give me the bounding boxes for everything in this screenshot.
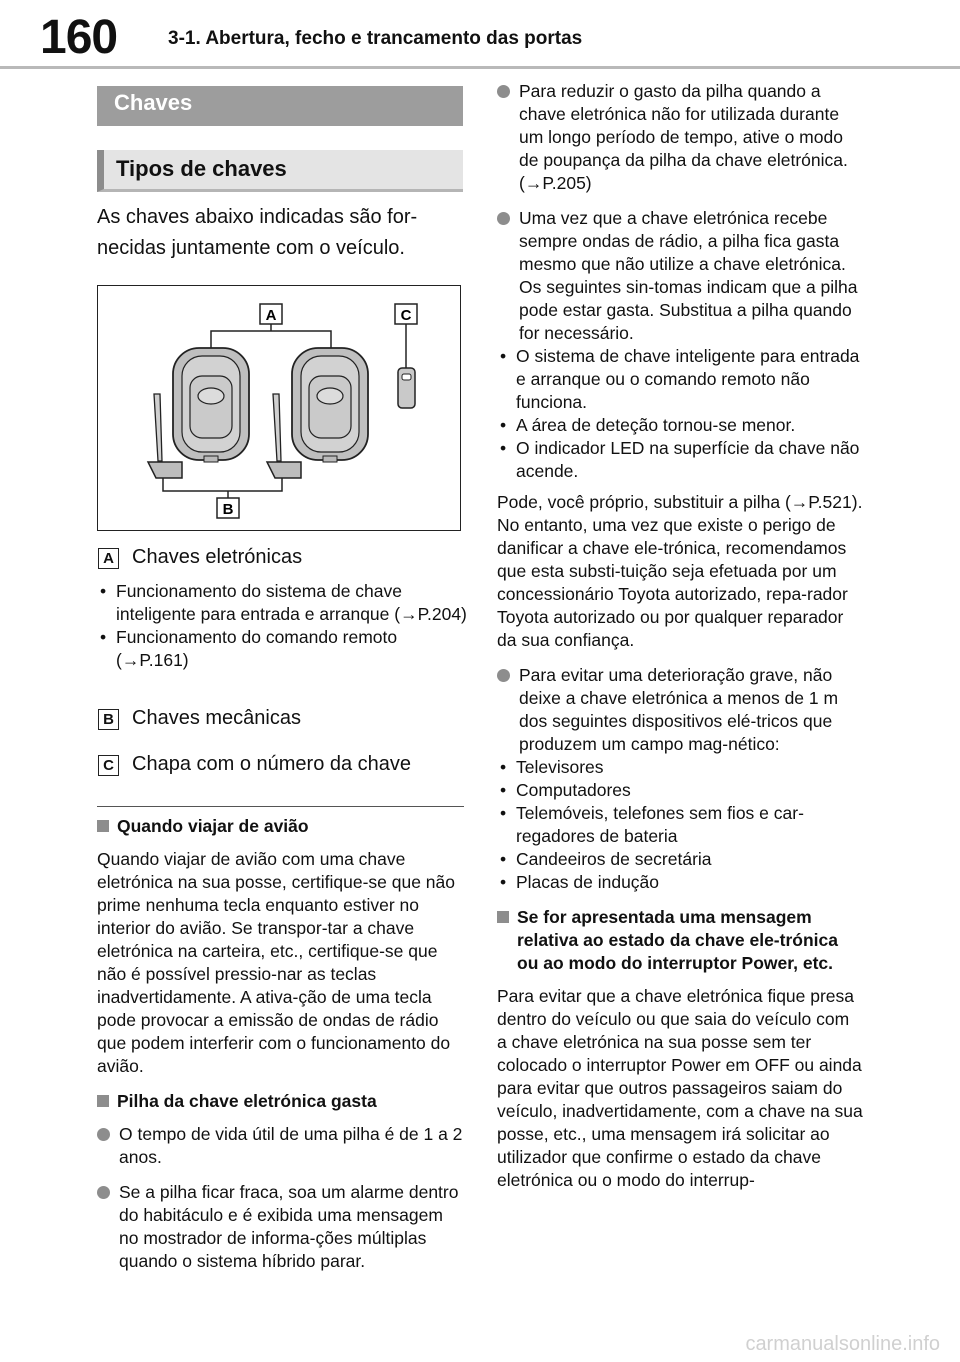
list-item: • Funcionamento do comando remoto (→P.161)	[100, 627, 398, 670]
page-number: 160	[40, 11, 118, 64]
right-point-3: Para evitar uma deterioração grave, não deixe a chave eletrónica a menos de 1 m dos seguintes dispositivos elé-tricos que produzem um campo mag-nético:	[497, 664, 863, 756]
legend-a-text: Chaves eletrónicas	[132, 546, 303, 568]
legend-b-text: Chaves mecânicas	[132, 707, 301, 729]
connector-b	[163, 478, 282, 491]
callout-c-label: C	[400, 307, 412, 324]
right-point-2: Uma vez que a chave eletrónica recebe sempre ondas de rádio, a pilha fica gasta mesmo que não utilize a chave eletrónica. Os seguintes sin-tomas indicam que a pilha pode estar gasta. Substitua a pilha quando for necessário.	[497, 207, 863, 345]
header-divider	[0, 66, 960, 69]
legend-a-box: A	[98, 548, 119, 569]
replace-text: Pode, você próprio, substituir a pilha (→P.521). No entanto, uma vez que existe o perigo de danificar a chave ele-trónica, recomendamos que esta substi-tuição seja efetuada por um concessionário Toyota autorizado, repa-rador Toyota autorizado ou por qualquer reparador da sua confiança.	[497, 492, 863, 650]
list-item: • Televisores	[500, 757, 604, 777]
keys-illustration	[98, 286, 460, 530]
list-item: • Funcionamento do sistema de chave inteligente para entrada e arranque (→P.204)	[100, 581, 467, 624]
battery-point-2: Se a pilha ficar fraca, soa um alarme dentro do habitáculo e é exibida uma mensagem no mostrador de informa-ções múltiplas quando o sistema híbrido parar.	[97, 1181, 467, 1273]
chapter-title: 3-1. Abertura, fecho e trancamento das portas	[168, 28, 583, 49]
battery-heading: Pilha da chave eletrónica gasta	[97, 1090, 467, 1113]
message-text: Para evitar que a chave eletrónica fique presa dentro do veículo ou que saia do veículo com a chave eletrónica na sua posse sem ter colocado o interruptor Power em OFF ou ainda para evitar que outros passageiros saiam do veículo, inadvertidamente, com a chave na sua posse, etc., uma mensagem irá solicitar ao utilizador que confirme o estado da chave eletrónica ou o modo do interrup-	[497, 986, 863, 1190]
list-item: • Computadores	[500, 780, 631, 800]
legend-c-text: Chapa com o número da chave	[132, 753, 412, 775]
plane-text: Quando viajar de avião com uma chave eletrónica na sua posse, certifique-se que não prime nenhuma tecla enquanto estiver no interior do avião. Se transpor-tar a chave eletrónica na carteira, etc., certifique-se que não é possível pressio-nar as teclas inadvertidamente. A ativa-ção de uma tecla pode provocar a emissão de ondas de rádio que podem interferir com o funcionamento do avião.	[97, 849, 456, 1076]
electronic-key-right	[292, 348, 368, 462]
electronic-key-left	[173, 348, 249, 462]
left-column	[97, 815, 467, 1273]
right-point-1: Para reduzir o gasto da pilha quando a chave eletrónica não for utilizada durante um longo período de tempo, ative o modo de poupança da pilha da chave eletrónica. (→P.205)	[497, 80, 863, 195]
plane-heading: Quando viajar de avião	[97, 815, 467, 838]
list-item: • O indicador LED na superfície da chave não acende.	[500, 438, 860, 481]
watermark: carmanualsonline.info	[745, 1333, 940, 1355]
symptom-list	[497, 345, 863, 483]
section-divider	[97, 806, 464, 807]
callout-b-label: B	[222, 501, 234, 518]
legend-a-bullets	[97, 580, 467, 672]
list-item: • O sistema de chave inteligente para entrada e arranque ou o comando remoto não funciona.	[500, 346, 860, 412]
list-item: • Candeeiros de secretária	[500, 849, 712, 869]
battery-point-1: O tempo de vida útil de uma pilha é de 1 a 2 anos.	[97, 1123, 467, 1169]
message-heading: Se for apresentada uma mensagem relativa ao estado da chave ele-trónica ou ao modo do interruptor Power, etc.	[497, 906, 863, 975]
intro-text: As chaves abaixo indicadas são for-necidas juntamente com o veículo.	[97, 206, 418, 259]
device-list	[497, 756, 863, 894]
legend-b-box: B	[98, 709, 119, 730]
legend-c-box: C	[98, 755, 119, 776]
list-item: • A área de deteção tornou-se menor.	[500, 415, 796, 435]
keys-figure	[97, 285, 461, 531]
list-item: • Placas de indução	[500, 872, 660, 892]
right-column	[497, 80, 863, 1192]
subsection-title: Tipos de chaves	[97, 150, 463, 192]
callout-a-label: A	[265, 307, 277, 324]
list-item: • Telemóveis, telefones sem fios e car-regadores de bateria	[500, 803, 804, 846]
section-title: Chaves	[97, 86, 463, 126]
